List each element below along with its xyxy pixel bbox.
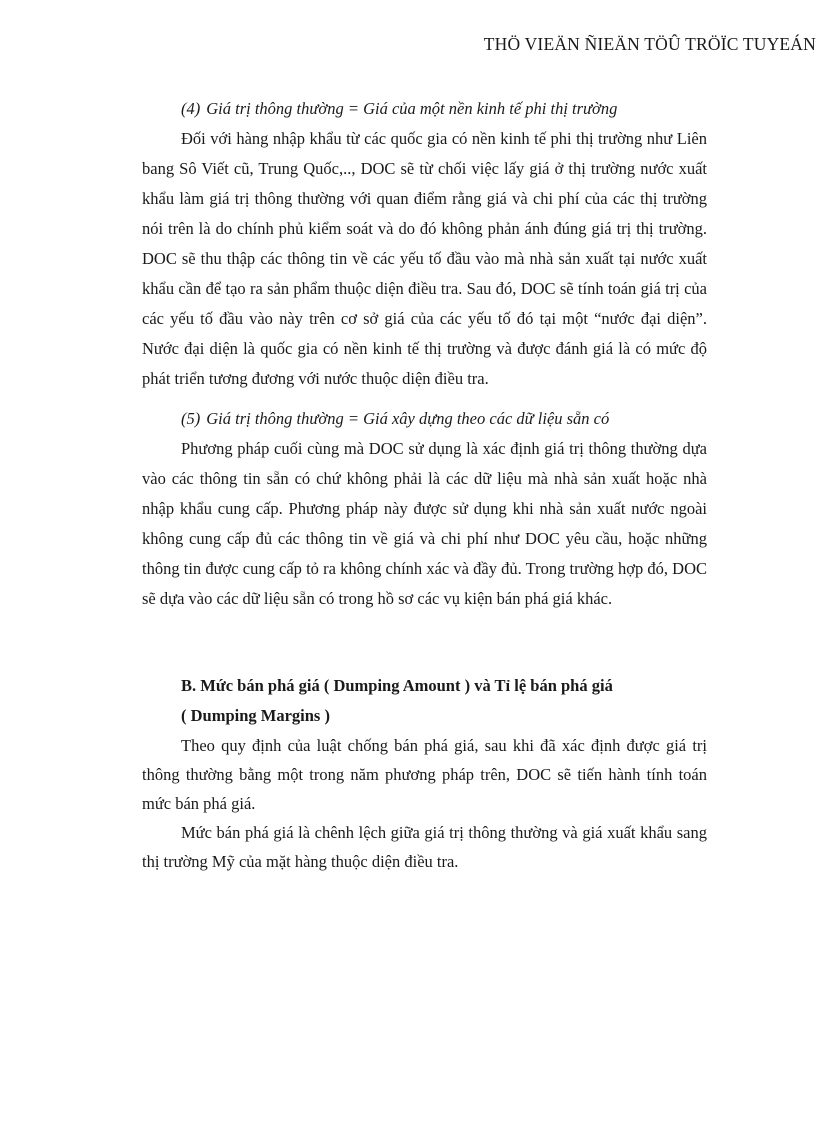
method-5-number: (5) — [181, 409, 201, 428]
method-4-number: (4) — [181, 99, 201, 118]
document-body — [142, 94, 707, 876]
section-b-title-line-1: B. Mức bán phá giá ( Dumping Amount ) và Tỉ lệ bán phá giá — [181, 676, 613, 695]
method-4-heading — [181, 94, 707, 124]
method-5-paragraph: Phương pháp cuối cùng mà DOC sử dụng là xác định giá trị thông thường dựa vào các thông tin sẵn có chứ không phải là các dữ liệu mà nhà sản xuất hoặc nhà nhập khẩu cung cấp. Phương pháp này được sử dụng khi nhà sản xuất nước ngoài không cung cấp đủ các thông tin về giá và chi phí như DOC yêu cầu, hoặc những thông tin được cung cấp tỏ ra không chính xác và đầy đủ. Trong trường hợp đó, DOC sẽ dựa vào các dữ liệu sẵn có trong hồ sơ các vụ kiện bán phá giá khác. — [142, 439, 707, 608]
page-header: THÖ VIEÄN ÑIEÄN TÖÛ TRÖÏC TUYEÁN — [483, 34, 816, 54]
method-5-heading-text: Giá trị thông thường = Giá xây dựng theo các dữ liệu sẵn có — [206, 409, 610, 428]
method-4-heading-text: Giá trị thông thường = Giá của một nền kinh tế phi thị trường — [206, 99, 618, 118]
section-b-title-line-2: ( Dumping Margins ) — [181, 706, 330, 725]
section-b-paragraph-2: Mức bán phá giá là chênh lệch giữa giá trị thông thường và giá xuất khẩu sang thị trường Mỹ của mặt hàng thuộc diện điều tra. — [142, 823, 707, 871]
section-b-paragraph-1: Theo quy định của luật chống bán phá giá, sau khi đã xác định được giá trị thông thường bằng một trong năm phương pháp trên, DOC sẽ tiến hành tính toán mức bán phá giá. — [142, 736, 707, 813]
spacer — [142, 394, 707, 404]
method-4-paragraph: Đối với hàng nhập khẩu từ các quốc gia có nền kinh tế phi thị trường như Liên bang Sô Viết cũ, Trung Quốc,.., DOC sẽ từ chối việc lấy giá ở thị trường nước xuất khẩu làm giá trị thông thường với quan điểm rằng giá và chi phí của các thị trường nói trên là do chính phủ kiểm soát và do đó không phản ánh đúng giá trị thị trường. DOC sẽ thu thập các thông tin về các yếu tố đầu vào mà nhà sản xuất tại nước xuất khẩu cần để tạo ra sản phẩm thuộc diện điều tra. Sau đó, DOC sẽ tính toán giá trị của các yếu tố đầu vào này trên cơ sở giá của các yếu tố đó tại một “nước đại diện”. Nước đại diện là quốc gia có nền kinh tế thị trường và được đánh giá là có mức độ phát triển tương đương với nước thuộc diện điều tra. — [142, 129, 707, 388]
spacer — [142, 614, 707, 671]
method-5-heading — [181, 404, 707, 434]
